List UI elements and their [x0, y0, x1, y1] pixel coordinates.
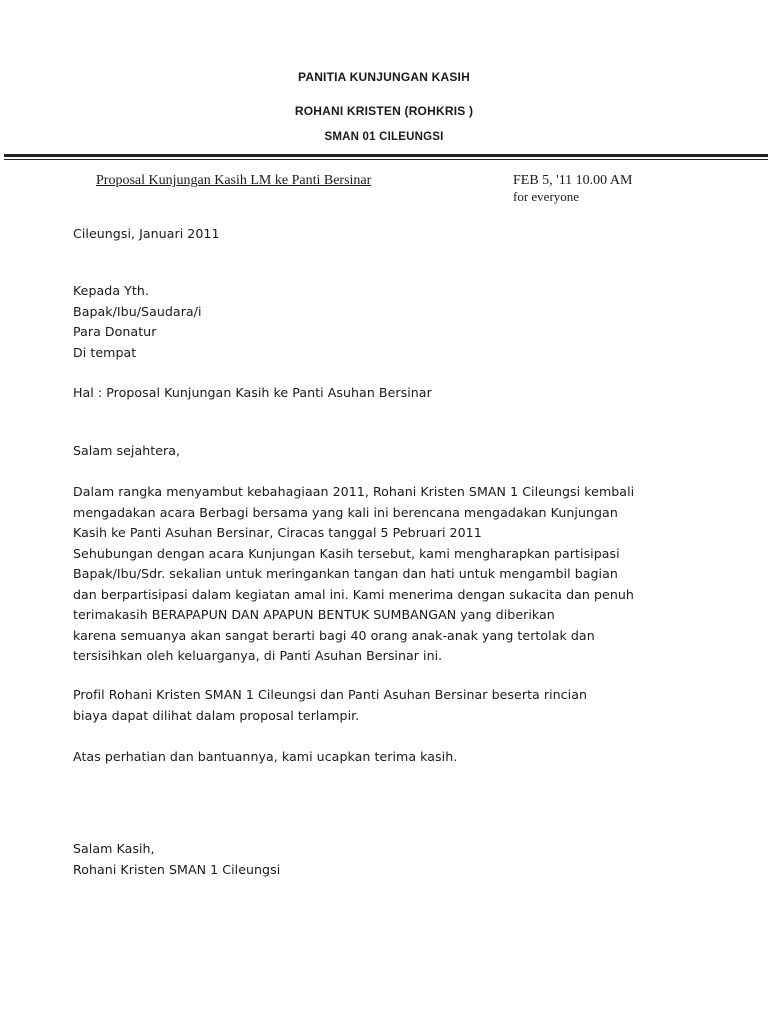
paragraph-line: karena semuanya akan sangat berarti bagi 40 orang anak-anak yang tertolak dan	[73, 627, 595, 643]
paragraph-line: Sehubungan dengan acara Kunjungan Kasih tersebut, kami mengharapkan partisipasi	[73, 545, 620, 561]
paragraph-line: Kasih ke Panti Asuhan Bersinar, Ciracas tanggal 5 Pebruari 2011	[73, 525, 482, 540]
greeting: Salam sejahtera,	[73, 443, 181, 458]
body-paragraph-3: Atas perhatian dan bantuannya, kami ucapkan terima kasih.	[73, 749, 458, 764]
paragraph-line: dan berpartisipasi dalam kegiatan amal ini. Kami menerima dengan sukacita dan penuh	[73, 586, 634, 602]
event-audience: for everyone	[513, 189, 580, 204]
place-date: Cileungsi, Januari 2011	[73, 226, 220, 241]
school-name: SMAN 01 CILEUNGSI	[324, 131, 444, 143]
recipient-line: Para Donatur	[73, 324, 157, 339]
paragraph-line: mengadakan acara Berbagi bersama yang kali ini berencana mengadakan Kunjungan	[73, 504, 618, 520]
recipient-line: Di tempat	[73, 344, 137, 360]
event-date: FEB 5, '11 10.00 AM	[513, 173, 633, 188]
closing-block	[73, 839, 280, 880]
recipient-line: Kepada Yth.	[73, 283, 149, 298]
closing-line: Salam Kasih,	[73, 841, 155, 856]
proposal-title: Proposal Kunjungan Kasih LM ke Panti Bersinar	[96, 173, 372, 188]
paragraph-line: terimakasih BERAPAPUN DAN APAPUN BENTUK SUMBANGAN yang diberikan	[73, 607, 555, 622]
recipient-line: Bapak/Ibu/Saudara/i	[73, 303, 202, 319]
header-divider	[4, 154, 768, 160]
body-paragraph-2	[73, 685, 587, 726]
subject-line: Hal : Proposal Kunjungan Kasih ke Panti Asuhan Bersinar	[73, 385, 432, 400]
paragraph-line: tersisihkan oleh keluarganya, di Panti Asuhan Bersinar ini.	[73, 648, 443, 663]
recipient-block	[73, 281, 202, 363]
org-subtitle: ROHANI KRISTEN (ROHKRIS )	[294, 104, 474, 118]
org-title: PANITIA KUNJUNGAN KASIH	[298, 70, 470, 84]
paragraph-line: Bapak/Ibu/Sdr. sekalian untuk meringankan tangan dan hati untuk mengambil bagian	[73, 566, 618, 581]
closing-line: Rohani Kristen SMAN 1 Cileungsi	[73, 861, 281, 877]
body-paragraph-1	[73, 482, 634, 667]
paragraph-line: Profil Rohani Kristen SMAN 1 Cileungsi dan Panti Asuhan Bersinar beserta rincian	[73, 687, 588, 702]
paragraph-line: Dalam rangka menyambut kebahagiaan 2011, Rohani Kristen SMAN 1 Cileungsi kembali	[73, 484, 635, 499]
paragraph-line: biaya dapat dilihat dalam proposal terlampir.	[73, 707, 360, 723]
